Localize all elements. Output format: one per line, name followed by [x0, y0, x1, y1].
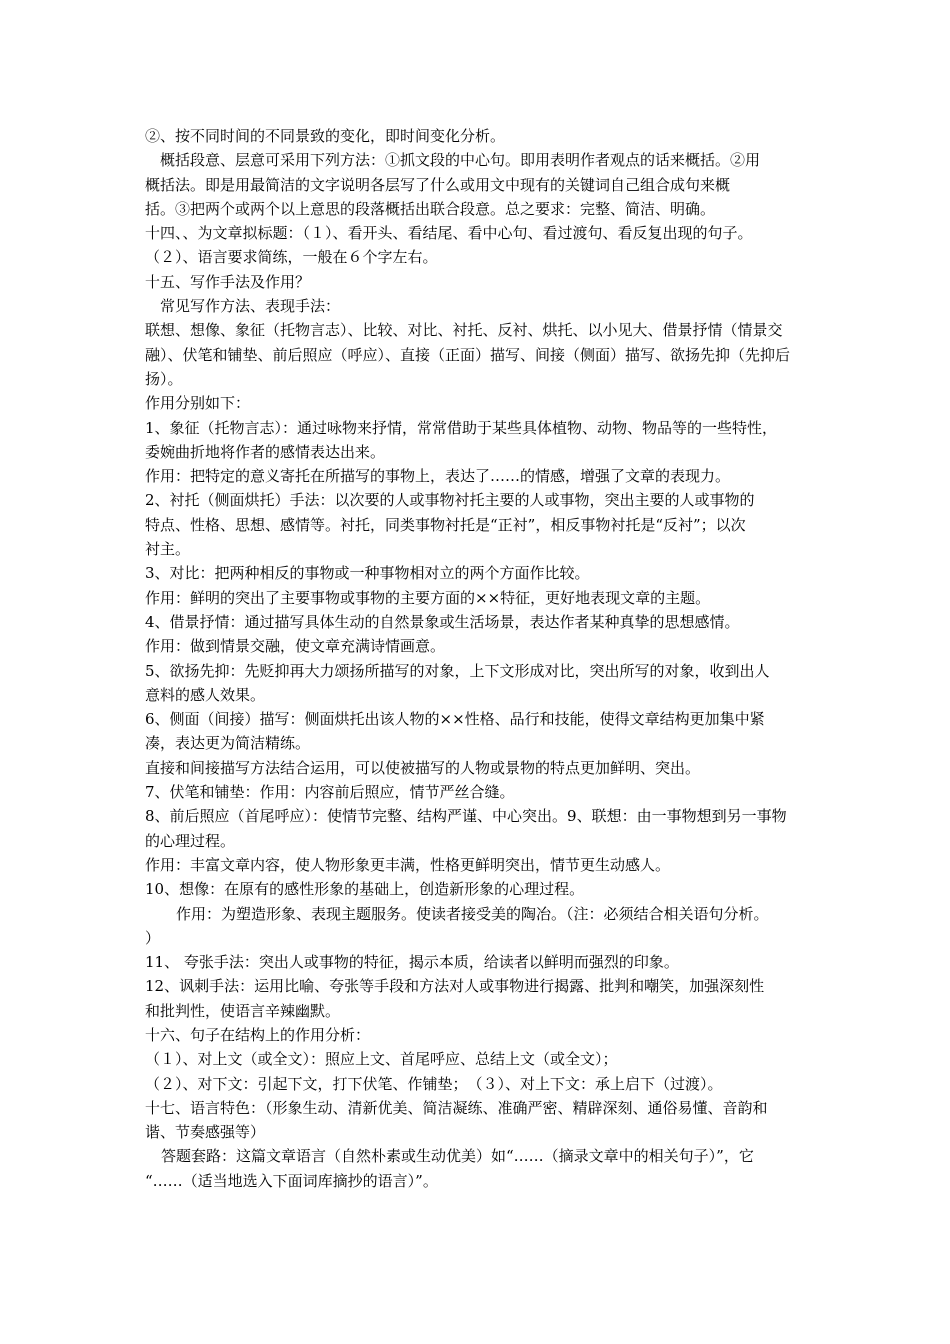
text-line: 融）、伏笔和铺垫、前后照应（呼应）、直接（正面）描写、间接（侧面）描写、欲扬先抑（先抑后	[145, 345, 791, 364]
text-line: 和批判性，使语言辛辣幽默。	[145, 1001, 341, 1020]
text-line: 概括法。即是用最简洁的文字说明各层写了什么或用文中现有的关键词自己组合成句来概	[145, 175, 731, 194]
text-line: “……（适当地选入下面词库摘抄的语言）”。	[145, 1171, 438, 1190]
text-line: 作用：做到情景交融，使文章充满诗情画意。	[145, 637, 446, 656]
text-line: 特点、性格、思想、感情等。衬托，同类事物衬托是“正衬”，相反事物衬托是“反衬”；以次	[145, 515, 746, 534]
text-line: 7、伏笔和铺垫：作用：内容前后照应，情节严丝合缝。	[145, 783, 515, 802]
text-line: （２）、对下文：引起下文，打下伏笔、作铺垫； （３）、对上下文：承上启下（过渡）。	[145, 1074, 723, 1093]
text-line: 扬）。	[145, 369, 183, 388]
text-line: 十七、语言特色：（形象生动、清新优美、简洁凝练、准确严密、精辟深刻、通俗易懂、音韵和	[145, 1098, 768, 1117]
text-line: 十六、句子在结构上的作用分析：	[145, 1025, 371, 1044]
text-line: 常见写作方法、表现手法：	[160, 297, 341, 316]
text-line: 10、想像：在原有的感性形象的基础上，创造新形象的心理过程。	[145, 880, 585, 899]
text-line: 1、象征（托物言志）：通过咏物来抒情，常常借助于某些具体植物、动物、物品等的一些特性，	[145, 418, 778, 437]
text-line: 联想、想像、象征（托物言志）、比较、对比、衬托、反衬、烘托、以小见大、借景抒情（情景交	[145, 321, 783, 340]
text-line: 作用：鲜明的突出了主要事物或事物的主要方面的××特征，更好地表现文章的主题。	[145, 588, 711, 607]
text-line: 括。③把两个或两个以上意思的段落概括出联合段意。总之要求：完整、简洁、明确。	[145, 199, 716, 218]
text-line: 4、借景抒情：通过描写具体生动的自然景象或生活场景，表达作者某种真挚的思想感情。	[145, 612, 740, 631]
text-line: 十四、、为文章拟标题：（１）、看开头、看结尾、看中心句、看过渡句、看反复出现的句子。	[145, 224, 753, 243]
text-line: 意料的感人效果。	[145, 685, 266, 704]
text-line: 2、衬托（侧面烘托）手法：以次要的人或事物衬托主要的人或事物，突出主要的人或事物的	[145, 491, 755, 510]
text-line: 概括段意、层意可采用下列方法：①抓文段的中心句。即用表明作者观点的话来概括。②用	[160, 151, 761, 170]
text-line: 直接和间接描写方法结合运用，可以使被描写的人物或景物的特点更加鲜明、突出。	[145, 758, 701, 777]
text-line: 谐、节奏感强等）	[145, 1123, 266, 1142]
text-line: 作用：为塑造形象、表现主题服务。使读者接受美的陶冶。（注：必须结合相关语句分析。	[176, 904, 769, 923]
text-line: 12、讽刺手法：运用比喻、夸张等手段和方法对人或事物进行揭露、批判和嘲笑，加强深刻性	[145, 977, 765, 996]
text-line: 8、前后照应（首尾呼应）：使情节完整、结构严谨、中心突出。9、联想：由一事物想到另一事物	[145, 807, 787, 826]
text-line: 11、 夸张手法：突出人或事物的特征，揭示本质，给读者以鲜明而强烈的印象。	[145, 953, 679, 972]
text-line: 衬主。	[145, 540, 191, 559]
text-line: 十五、写作手法及作用？	[145, 272, 311, 291]
text-line: 作用：丰富文章内容，使人物形象更丰满，性格更鲜明突出，情节更生动感人。	[145, 855, 671, 874]
text-line: 的心理过程。	[145, 831, 236, 850]
text-line: 委婉曲折地将作者的感情表达出来。	[145, 442, 386, 461]
text-line: （２）、语言要求简练，一般在６个字左右。	[145, 248, 438, 267]
text-line: 6、侧面（间接）描写：侧面烘托出该人物的××性格、品行和技能，使得文章结构更加集中紧	[145, 710, 765, 729]
text-line: 凑，表达更为简洁精练。	[145, 734, 311, 753]
text-line: 作用分别如下：	[145, 394, 251, 413]
text-line: （１）、对上文（或全文）：照应上文、首尾呼应、总结上文（或全文）；	[145, 1050, 618, 1069]
document-body	[145, 124, 820, 1193]
text-line: 作用：把特定的意义寄托在所描写的事物上，表达了……的情感，增强了文章的表现力。	[145, 467, 731, 486]
text-line: 答题套路：这篇文章语言（自然朴素或生动优美）如“……（摘录文章中的相关句子）”，它	[161, 1147, 754, 1166]
text-line: ②、按不同时间的不同景致的变化，即时间变化分析。	[145, 127, 506, 145]
text-line: 5、欲扬先抑：先贬抑再大力颂扬所描写的对象，上下文形成对比，突出所写的对象，收到出人	[145, 661, 770, 680]
text-line: 3、对比：把两种相反的事物或一种事物相对立的两个方面作比较。	[145, 564, 590, 583]
text-line: ）	[145, 928, 161, 947]
